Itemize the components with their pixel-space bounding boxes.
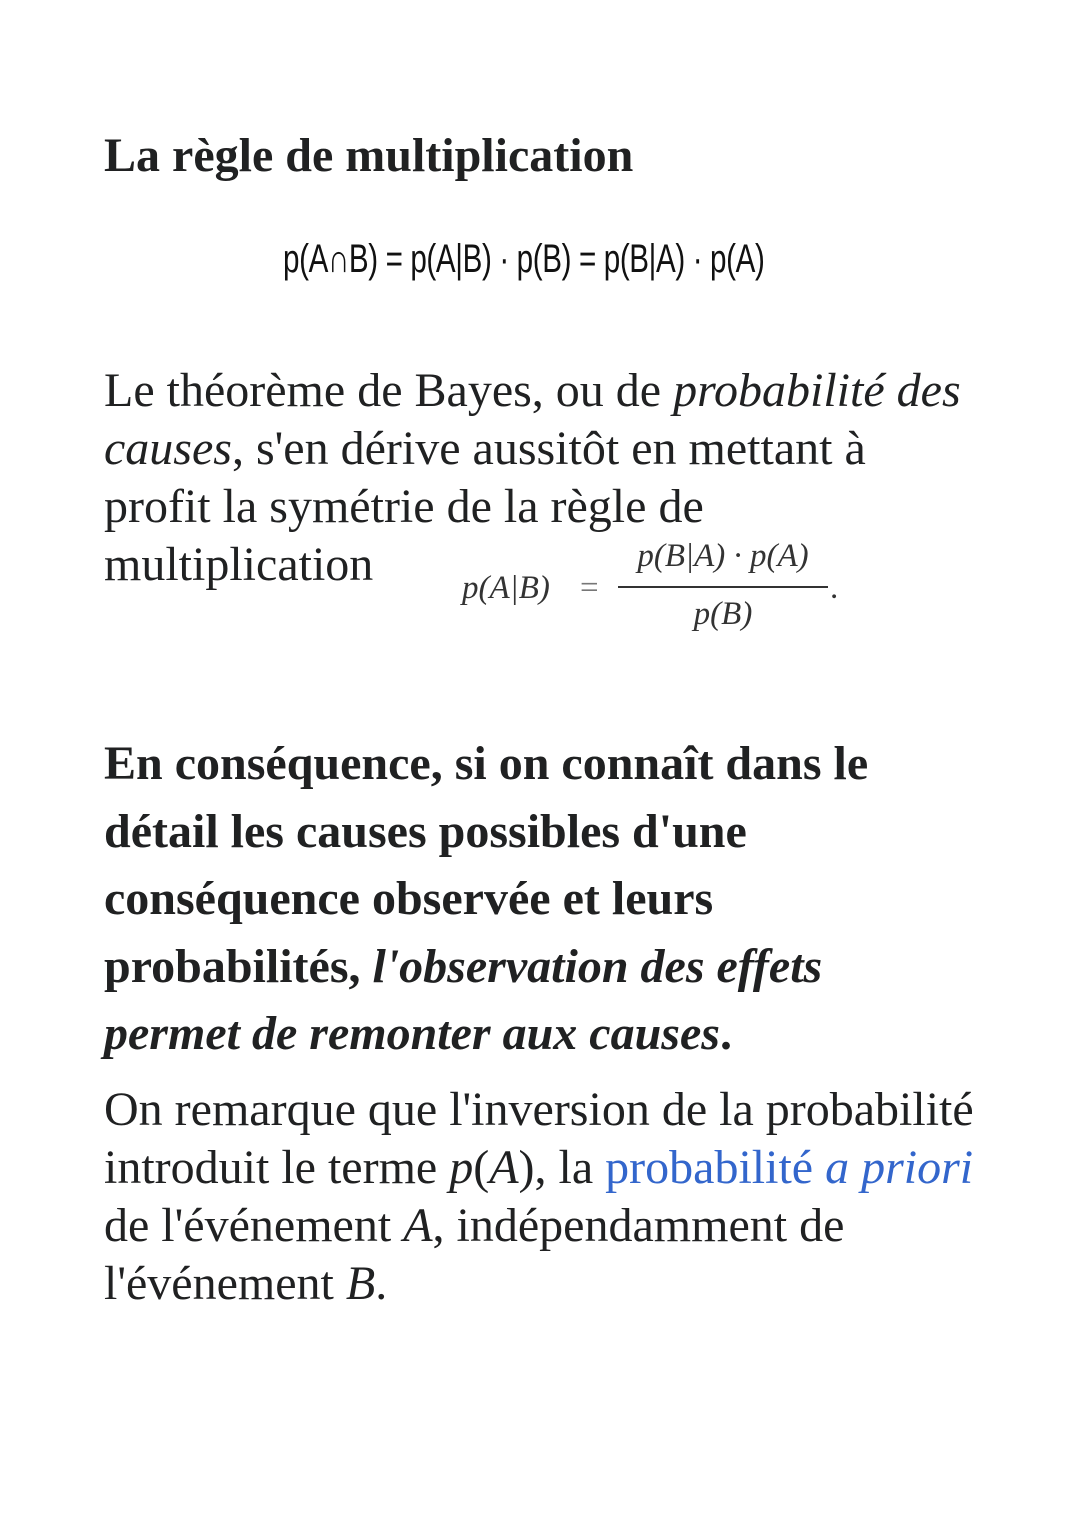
remark-text-part6: . [375,1257,388,1310]
a-priori-probability-link[interactable] [605,1141,973,1194]
bayes-formula-equals: = [580,570,599,606]
bayes-text-part2: , s'en dérive aussitôt en mettant à profit la symétrie de la règle de multiplication [104,422,866,591]
consequence-text-part2: . [719,1007,732,1060]
consequence-paragraph [104,730,964,1068]
consequence-text-part1: En conséquence, si on connaît dans le détail les causes possibles d'une conséquence observée et leurs probabilités, [104,737,869,993]
remark-italic-event-a: A [403,1199,433,1252]
bayes-formula-lhs: p(A|B) [462,570,550,606]
remark-text-part5: , indépendamment de l'événement [104,1199,845,1310]
link-text[interactable]: probabilité [605,1141,826,1194]
link-italic[interactable]: a priori [825,1141,974,1194]
bayes-paragraph [104,362,984,594]
remark-text-part3: ), la [518,1141,606,1194]
bayes-text-part1: Le théorème de Bayes, ou de [104,364,674,417]
consequence-text-italic: l'observation des effets permet de remonter aux causes [104,939,823,1060]
remark-italic-event-b: B [345,1257,376,1310]
bayes-formula-end: . [830,570,839,606]
bayes-formula-numerator: p(B|A) · p(A) [637,538,809,574]
remark-italic-p: p [449,1141,474,1194]
multiplication-rule-formula: p(A∩B) = p(A|B) · p(B) = p(B|A) · p(A) [283,237,765,281]
remark-italic-a: A [489,1141,519,1194]
section-heading: La règle de multiplication [104,129,634,182]
remark-paragraph [104,1081,984,1313]
remark-text-part4: de l'événement [104,1199,404,1252]
remark-text-part2: ( [473,1141,490,1194]
bayes-text-italic: probabilité des causes [104,364,961,475]
remark-text-part1: On remarque que l'inversion de la probabilité introduit le terme [104,1083,974,1194]
fraction-bar [618,586,828,588]
bayes-formula-denominator: p(B) [693,596,753,632]
